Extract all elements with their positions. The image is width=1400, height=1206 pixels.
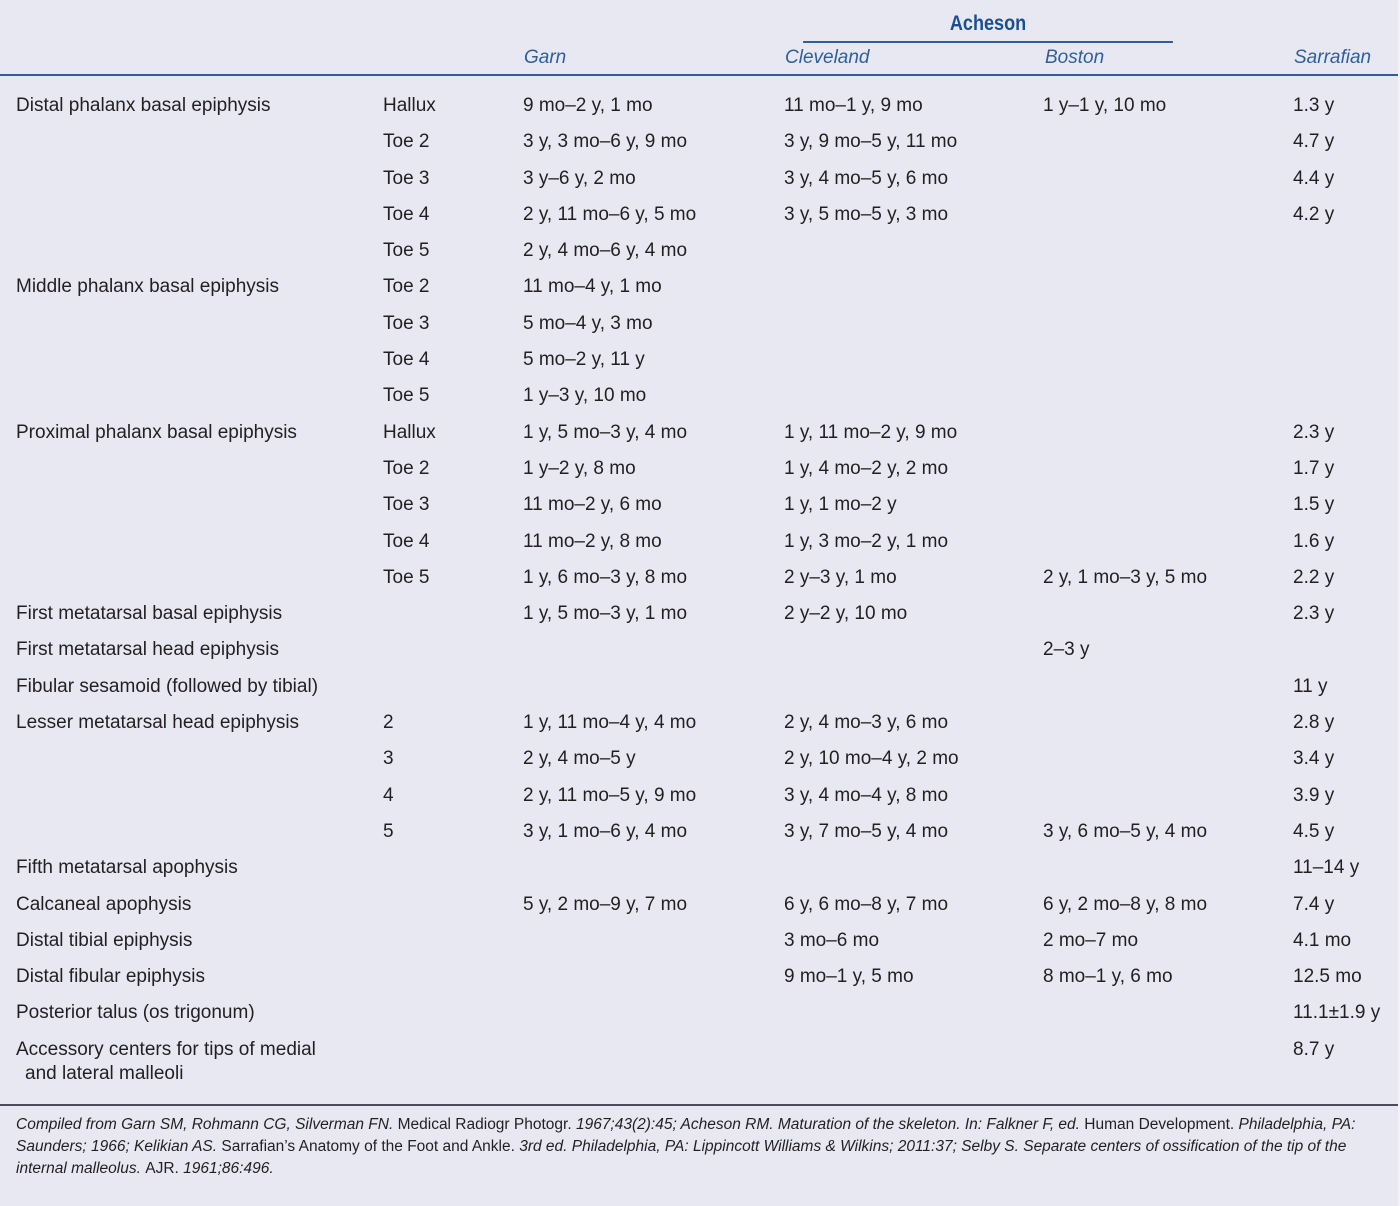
- table-row: [0, 88, 1400, 124]
- table-row: [0, 197, 1400, 233]
- cell-site: Distal fibular epiphysis: [16, 966, 206, 988]
- table-row: [0, 995, 1400, 1031]
- cell-sarrafian: 1.6 y: [1293, 530, 1335, 552]
- cell-sarrafian: 12.5 mo: [1293, 966, 1362, 988]
- cell-garn: 3 y, 3 mo–6 y, 9 mo: [523, 131, 688, 153]
- footnote-segment: Compiled from Garn SM, Rohmann CG, Silverman FN.: [16, 1116, 398, 1133]
- cell-cleveland: 3 y, 4 mo–5 y, 6 mo: [784, 167, 949, 189]
- cell-garn: 1 y–2 y, 8 mo: [523, 457, 636, 479]
- header-garn: Garn: [524, 47, 567, 68]
- cell-sub: Toe 4: [383, 203, 430, 225]
- cell-cleveland: 2 y, 10 mo–4 y, 2 mo: [784, 748, 959, 770]
- header-cleveland: Cleveland: [785, 47, 870, 68]
- cell-garn: 3 y, 1 mo–6 y, 4 mo: [523, 820, 688, 842]
- table-row: [0, 378, 1400, 414]
- cell-cleveland: 1 y, 4 mo–2 y, 2 mo: [784, 457, 949, 479]
- cell-sub: 2: [383, 712, 394, 734]
- cell-site: Fibular sesamoid (followed by tibial): [16, 675, 319, 697]
- cell-sub: 3: [383, 748, 394, 770]
- cell-sub: Toe 4: [383, 530, 430, 552]
- cell-garn: 2 y, 11 mo–5 y, 9 mo: [523, 784, 697, 806]
- footnote-segment: 1967;43(2):45; Acheson RM. Maturation of the skeleton. In: Falkner F, ed.: [575, 1116, 1085, 1133]
- cell-sub: Toe 2: [383, 131, 430, 153]
- cell-site: Distal phalanx basal epiphysis: [16, 95, 271, 116]
- cell-garn: 5 mo–2 y, 11 y: [523, 349, 645, 371]
- cell-site: Distal tibial epiphysis: [16, 929, 193, 951]
- cell-sarrafian: 1.5 y: [1293, 494, 1335, 516]
- cell-boston: 8 mo–1 y, 6 mo: [1043, 966, 1173, 988]
- cell-garn: 11 mo–4 y, 1 mo: [523, 276, 662, 298]
- cell-garn: 1 y, 5 mo–3 y, 1 mo: [523, 603, 688, 625]
- footnote-segment: 1961;86:496.: [183, 1160, 274, 1177]
- cell-sub: Toe 2: [383, 276, 430, 298]
- cell-garn: 2 y, 4 mo–5 y: [523, 748, 636, 770]
- cell-boston: 1 y–1 y, 10 mo: [1043, 95, 1167, 116]
- table-row: [0, 487, 1400, 523]
- footnote-divider: [0, 1104, 1400, 1106]
- cell-cleveland: 2 y, 4 mo–3 y, 6 mo: [784, 712, 949, 734]
- cell-sarrafian: 1.3 y: [1293, 95, 1335, 116]
- cell-site: Posterior talus (os trigonum): [16, 1002, 255, 1024]
- cell-site: Proximal phalanx basal epiphysis: [16, 421, 297, 443]
- cell-sub: Toe 3: [383, 167, 430, 189]
- cell-garn: 1 y, 6 mo–3 y, 8 mo: [523, 566, 688, 588]
- table-body: [0, 88, 1400, 1092]
- table-row: [0, 124, 1400, 160]
- cell-sarrafian: 11.1±1.9 y: [1293, 1002, 1381, 1024]
- cell-site: [16, 1038, 316, 1086]
- cell-sarrafian: 4.1 mo: [1293, 929, 1352, 951]
- table-row: [0, 342, 1400, 378]
- footnote: [16, 1114, 1386, 1180]
- cell-sub: Toe 5: [383, 566, 430, 588]
- cell-cleveland: 3 y, 9 mo–5 y, 11 mo: [784, 131, 958, 153]
- cell-sarrafian: 2.3 y: [1293, 603, 1335, 625]
- cell-site-line1: Accessory centers for tips of medial: [16, 1038, 316, 1060]
- table-row: [0, 596, 1400, 632]
- table-row: [0, 669, 1400, 705]
- cell-boston: 2–3 y: [1043, 639, 1090, 661]
- table-row: [0, 306, 1400, 342]
- cell-boston: 2 y, 1 mo–3 y, 5 mo: [1043, 566, 1208, 588]
- header-boston: Boston: [1045, 47, 1105, 68]
- cell-site: First metatarsal basal epiphysis: [16, 603, 283, 625]
- cell-sub: 5: [383, 820, 394, 842]
- header-group-acheson: [803, 9, 1173, 43]
- header-divider: [0, 74, 1400, 76]
- cell-cleveland: 3 y, 4 mo–4 y, 8 mo: [784, 784, 949, 806]
- table-row: [0, 632, 1400, 668]
- cell-sarrafian: 11–14 y: [1293, 857, 1360, 879]
- cell-sarrafian: 2.8 y: [1293, 712, 1335, 734]
- cell-sub: Toe 3: [383, 494, 430, 516]
- cell-sub: Hallux: [383, 95, 436, 116]
- cell-site: First metatarsal head epiphysis: [16, 639, 279, 661]
- table-row: [0, 814, 1400, 850]
- table-row: [0, 959, 1400, 995]
- footnote-segment: Philadelphia, PA: Saunders; 1966; Kelikian AS.: [16, 1116, 1356, 1155]
- cell-boston: 3 y, 6 mo–5 y, 4 mo: [1043, 820, 1208, 842]
- cell-sub: Toe 3: [383, 312, 430, 334]
- cell-sub: Toe 5: [383, 240, 430, 262]
- cell-sarrafian: 8.7 y: [1293, 1038, 1335, 1060]
- cell-sub: Hallux: [383, 421, 436, 443]
- cell-garn: 2 y, 11 mo–6 y, 5 mo: [523, 203, 697, 225]
- cell-garn: 11 mo–2 y, 6 mo: [523, 494, 662, 516]
- cell-sarrafian: 4.7 y: [1293, 131, 1335, 153]
- cell-cleveland: 1 y, 11 mo–2 y, 9 mo: [784, 421, 958, 443]
- table-row: [0, 705, 1400, 741]
- table-row: [0, 451, 1400, 487]
- cell-garn: 2 y, 4 mo–6 y, 4 mo: [523, 240, 688, 262]
- cell-garn: 3 y–6 y, 2 mo: [523, 167, 636, 189]
- cell-boston: 6 y, 2 mo–8 y, 8 mo: [1043, 893, 1208, 915]
- cell-garn: 5 mo–4 y, 3 mo: [523, 312, 653, 334]
- cell-site-line2: and lateral malleoli: [25, 1062, 184, 1084]
- table-row: [0, 560, 1400, 596]
- cell-cleveland: 1 y, 3 mo–2 y, 1 mo: [784, 530, 949, 552]
- cell-garn: 1 y–3 y, 10 mo: [523, 385, 647, 407]
- footnote-segment: Medical Radiogr Photogr.: [397, 1116, 576, 1133]
- table-row: [0, 923, 1400, 959]
- table-row: [0, 161, 1400, 197]
- table-row: [0, 269, 1400, 305]
- cell-garn: 9 mo–2 y, 1 mo: [523, 95, 653, 116]
- table-row: [0, 887, 1400, 923]
- cell-sarrafian: 11 y: [1293, 675, 1328, 697]
- cell-cleveland: 2 y–3 y, 1 mo: [784, 566, 897, 588]
- cell-sub: 4: [383, 784, 394, 806]
- cell-boston: 2 mo–7 mo: [1043, 929, 1139, 951]
- cell-cleveland: 11 mo–1 y, 9 mo: [784, 95, 923, 116]
- table-row: [0, 233, 1400, 269]
- cell-sub: Toe 4: [383, 349, 430, 371]
- cell-sarrafian: 7.4 y: [1293, 893, 1335, 915]
- cell-garn: 1 y, 11 mo–4 y, 4 mo: [523, 712, 697, 734]
- header-sarrafian: Sarrafian: [1294, 47, 1372, 68]
- cell-cleveland: 3 mo–6 mo: [784, 929, 880, 951]
- table-row: [0, 741, 1400, 777]
- footnote-segment: Human Development.: [1084, 1116, 1239, 1133]
- table-row: [0, 415, 1400, 451]
- header-group-label: Acheson: [949, 12, 1027, 35]
- table-row: [0, 778, 1400, 814]
- cell-cleveland: 2 y–2 y, 10 mo: [784, 603, 908, 625]
- footnote-segment: AJR.: [145, 1160, 184, 1177]
- cell-sarrafian: 3.4 y: [1293, 748, 1335, 770]
- cell-garn: 1 y, 5 mo–3 y, 4 mo: [523, 421, 688, 443]
- footnote-segment: 3rd ed. Philadelphia, PA: Lippincott Williams & Wilkins; 2011:37; Selby S. Separate centers of ossification of the tip of the internal malleolus.: [16, 1138, 1347, 1177]
- cell-garn: 5 y, 2 mo–9 y, 7 mo: [523, 893, 688, 915]
- cell-sarrafian: 4.4 y: [1293, 167, 1335, 189]
- cell-cleveland: 3 y, 7 mo–5 y, 4 mo: [784, 820, 949, 842]
- cell-sarrafian: 2.3 y: [1293, 421, 1335, 443]
- table-row: [0, 850, 1400, 886]
- cell-sarrafian: 4.2 y: [1293, 203, 1335, 225]
- cell-site: Middle phalanx basal epiphysis: [16, 276, 279, 298]
- cell-cleveland: 1 y, 1 mo–2 y: [784, 494, 897, 516]
- footnote-segment: Sarrafian’s Anatomy of the Foot and Ankle.: [221, 1138, 520, 1155]
- cell-cleveland: 6 y, 6 mo–8 y, 7 mo: [784, 893, 949, 915]
- cell-cleveland: 3 y, 5 mo–5 y, 3 mo: [784, 203, 949, 225]
- cell-sarrafian: 3.9 y: [1293, 784, 1335, 806]
- cell-sarrafian: 2.2 y: [1293, 566, 1335, 588]
- cell-sarrafian: 4.5 y: [1293, 820, 1335, 842]
- cell-sub: Toe 5: [383, 385, 430, 407]
- cell-cleveland: 9 mo–1 y, 5 mo: [784, 966, 914, 988]
- cell-garn: 11 mo–2 y, 8 mo: [523, 530, 662, 552]
- cell-site: Lesser metatarsal head epiphysis: [16, 712, 300, 734]
- cell-sub: Toe 2: [383, 457, 430, 479]
- cell-site: Calcaneal apophysis: [16, 893, 192, 915]
- cell-sarrafian: 1.7 y: [1293, 457, 1335, 479]
- table-row: [0, 524, 1400, 560]
- cell-site: Fifth metatarsal apophysis: [16, 857, 238, 879]
- table-row: [0, 1032, 1400, 1092]
